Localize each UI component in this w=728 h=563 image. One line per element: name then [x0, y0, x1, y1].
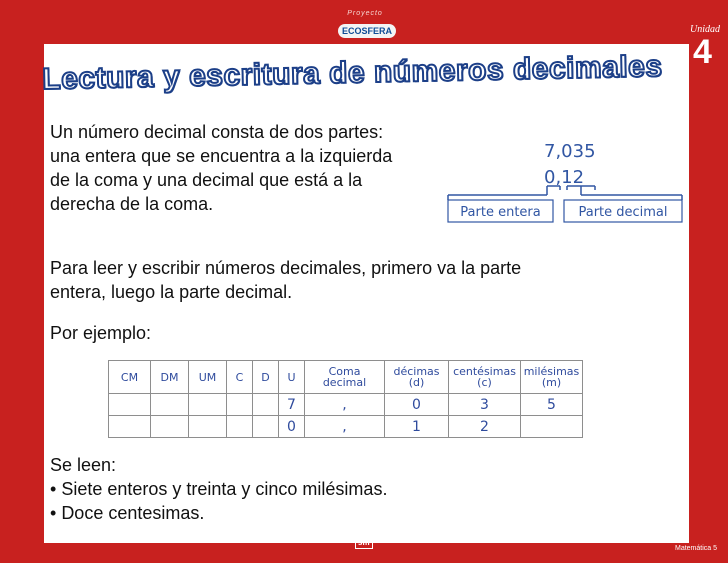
table-cell: 1	[385, 416, 449, 438]
table-row	[109, 416, 583, 438]
header-cell: milésimas (m)	[521, 361, 583, 394]
header-cell: C	[227, 361, 253, 394]
header-cell: Coma decimal	[305, 361, 385, 394]
example-label: Por ejemplo:	[50, 323, 152, 343]
table-cell	[109, 394, 151, 416]
table-cell: 7	[279, 394, 305, 416]
header-cell: DM	[151, 361, 189, 394]
series-logo	[332, 10, 398, 44]
table-cell: ,	[305, 416, 385, 438]
table-cell	[227, 416, 253, 438]
reading-item: • Doce centesimas.	[50, 503, 205, 523]
rule-line: entera, luego la parte decimal.	[50, 282, 293, 302]
table-cell	[253, 394, 279, 416]
header-cell: décimas (d)	[385, 361, 449, 394]
table-cell	[151, 394, 189, 416]
header-cell: centésimas (c)	[449, 361, 521, 394]
intro-line: una entera que se encuentra a la izquierda	[50, 146, 393, 166]
publisher-logo: sm	[355, 536, 373, 549]
intro-paragraph	[50, 120, 475, 216]
table-cell	[109, 416, 151, 438]
reading-item-text: Doce centesimas.	[61, 503, 205, 523]
table-cell: ,	[305, 394, 385, 416]
project-label: Proyecto	[347, 10, 383, 17]
decimal-example-1: 7,035	[544, 141, 596, 162]
intro-line: de la coma y una decimal que está a la	[50, 170, 363, 190]
page-title: Lectura y escritura de números decimales	[41, 50, 663, 96]
decimal-part-label: Parte decimal	[578, 205, 668, 220]
table-cell	[189, 416, 227, 438]
footer-text: Matemática 5	[675, 545, 718, 552]
bracket-lines	[444, 140, 689, 230]
header-cell: CM	[109, 361, 151, 394]
decimal-parts-diagram	[444, 140, 689, 230]
table-row	[109, 394, 583, 416]
place-value-table	[108, 360, 580, 435]
table-cell	[521, 416, 583, 438]
unit-label: Unidad	[690, 24, 720, 35]
table-cell: 0	[385, 394, 449, 416]
integer-part-label: Parte entera	[460, 205, 541, 220]
table-cell: 5	[521, 394, 583, 416]
table-header-row	[109, 361, 583, 394]
reading-title: Se leen:	[50, 455, 117, 475]
table-cell: 2	[449, 416, 521, 438]
series-name: ECOSFERA	[338, 24, 396, 38]
table-cell: 0	[279, 416, 305, 438]
table-cell	[227, 394, 253, 416]
header-cell: UM	[189, 361, 227, 394]
table-cell: 3	[449, 394, 521, 416]
intro-line: Un número decimal consta de dos partes:	[50, 122, 384, 142]
rule-paragraph	[50, 256, 670, 304]
table-cell	[189, 394, 227, 416]
table-cell	[151, 416, 189, 438]
unit-number: 4	[693, 33, 712, 71]
reading-item-text: Siete enteros y treinta y cinco milésimas.	[61, 479, 388, 499]
intro-line: derecha de la coma.	[50, 194, 214, 214]
reading-section	[50, 453, 670, 525]
decimal-example-2: 0,12	[544, 167, 585, 188]
table-cell	[253, 416, 279, 438]
reading-item: • Siete enteros y treinta y cinco milésimas.	[50, 479, 388, 499]
rule-line: Para leer y escribir números decimales, primero va la parte	[50, 258, 522, 278]
header-cell: D	[253, 361, 279, 394]
header-cell: U	[279, 361, 305, 394]
